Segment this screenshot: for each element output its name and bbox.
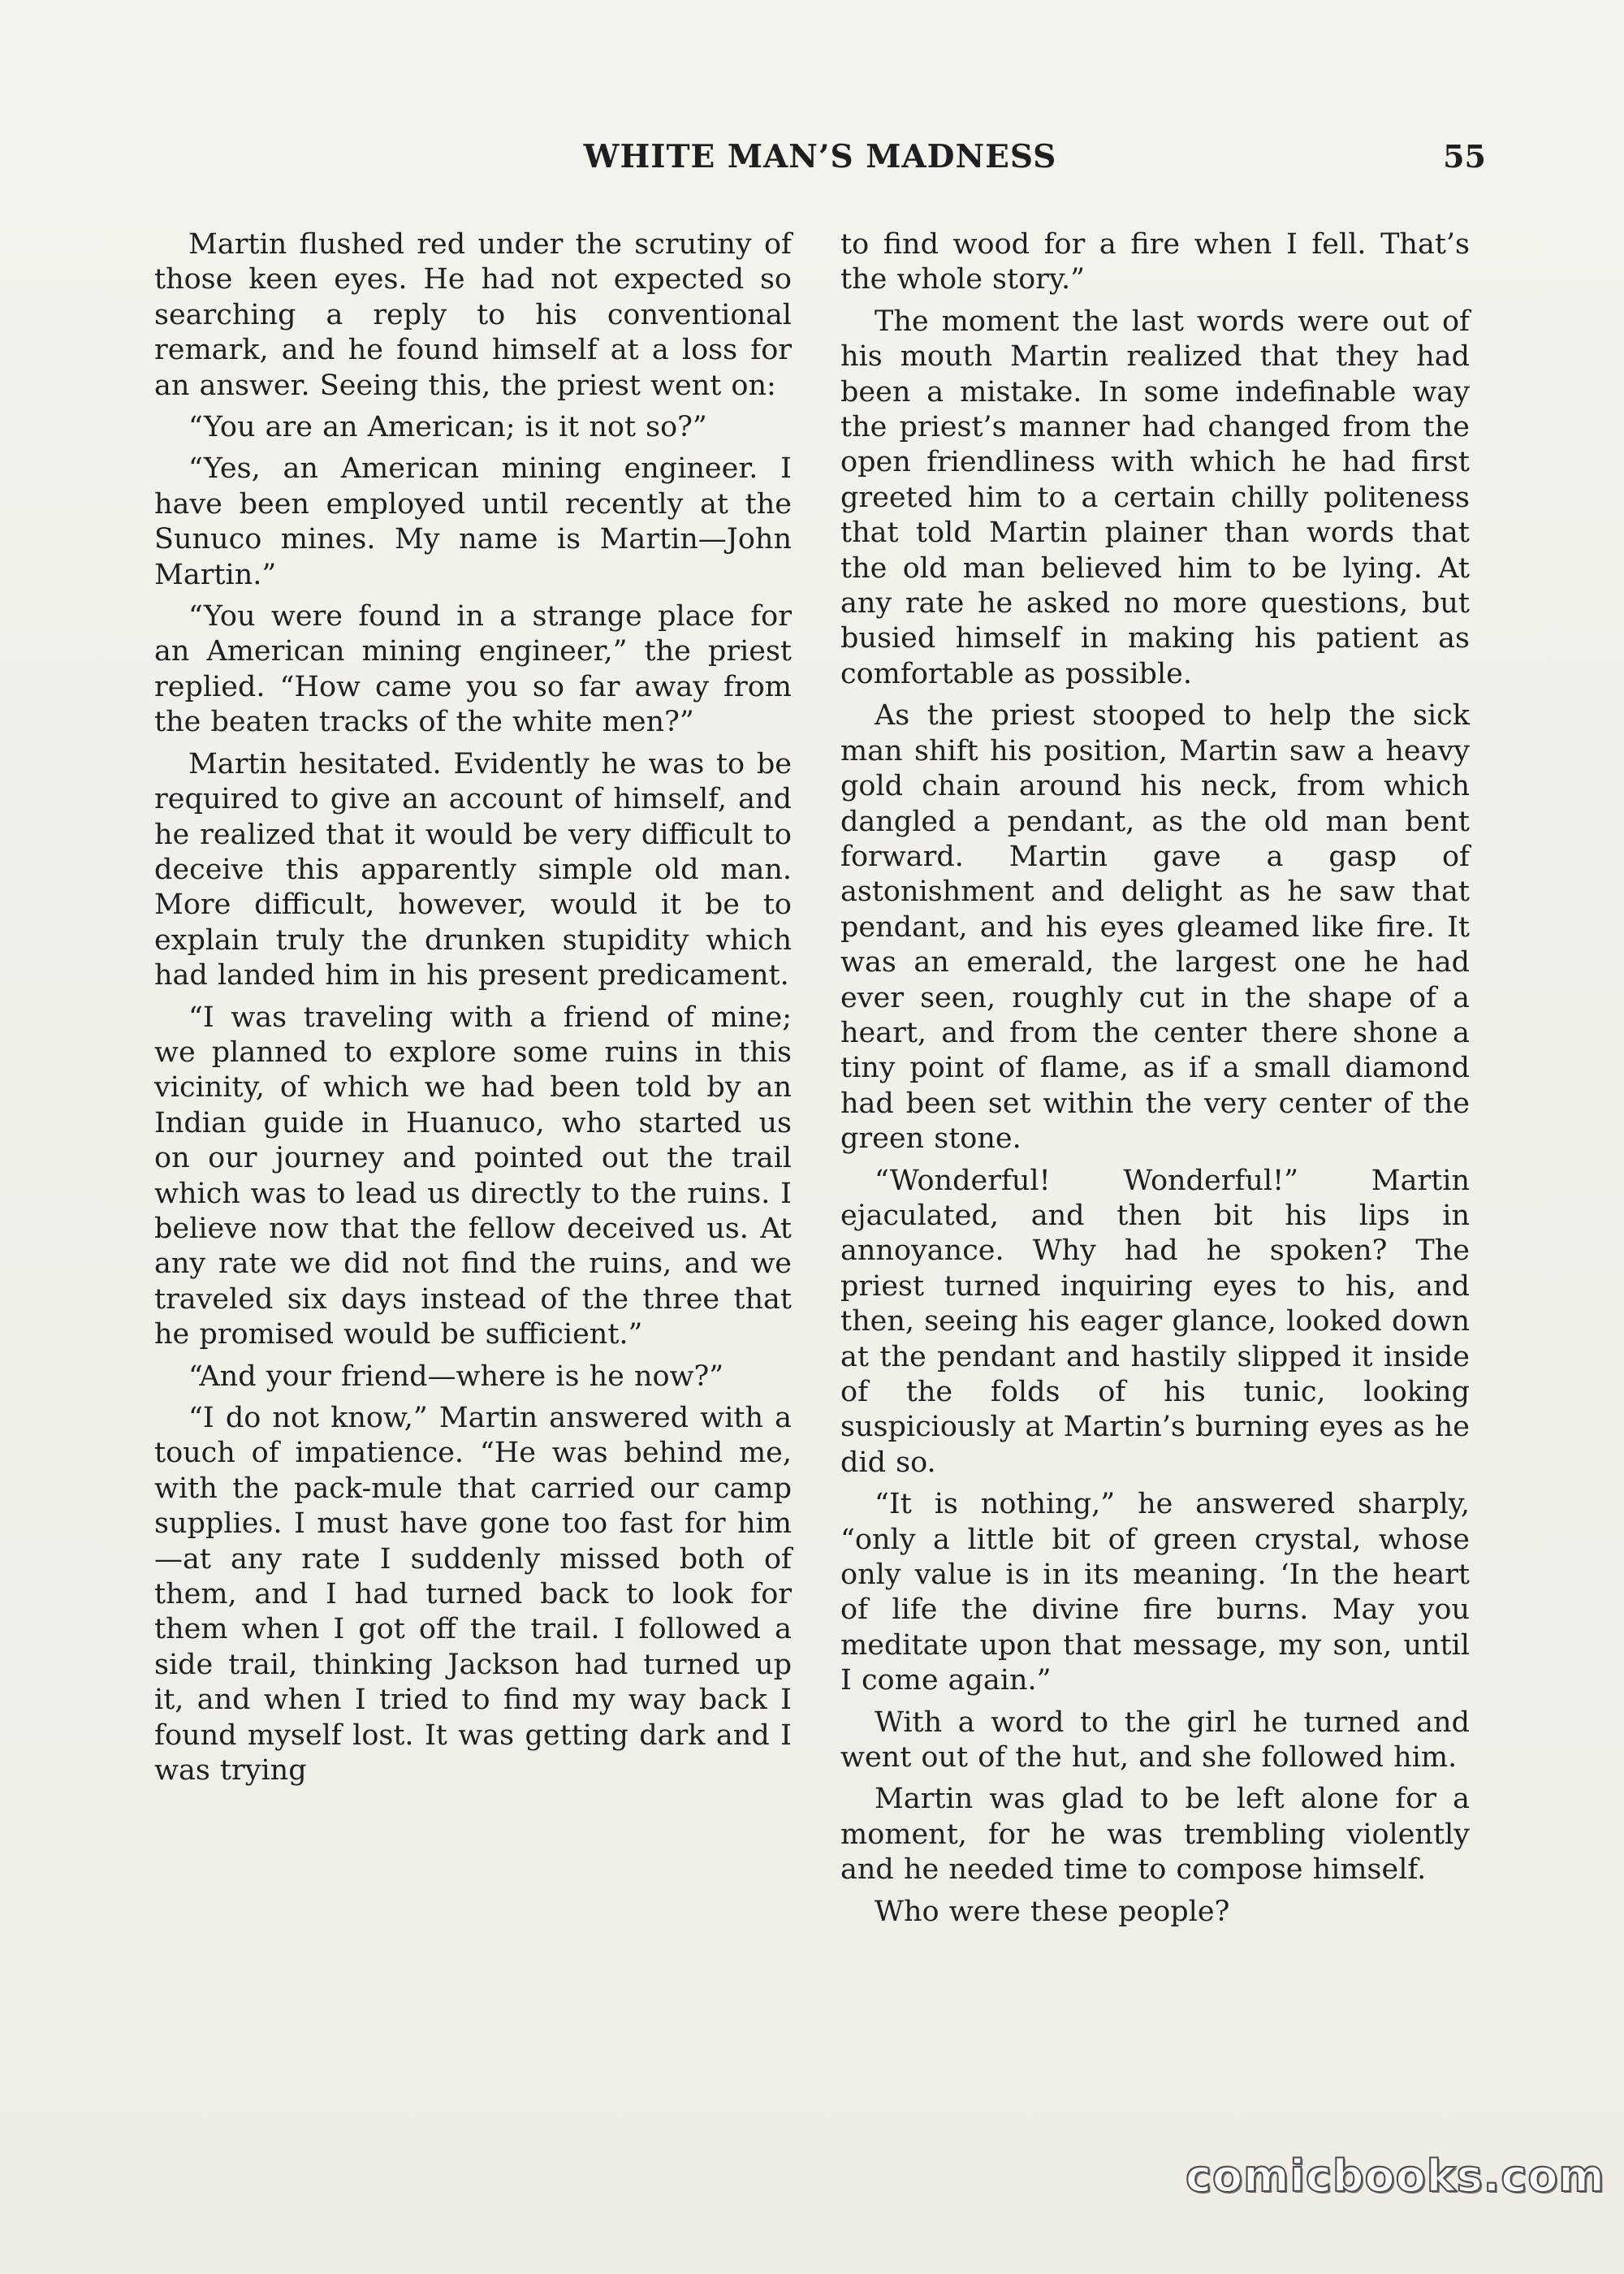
paragraph: “I was traveling with a friend of mine; we planned to explore some ruins in this vicinity, of which we had been told by an Indian guide in Huanuco, who started us on our journey and pointed out the trail which was to lead us directly to the ruins. I believe now that the fellow deceived us. At any rate we did not find the ruins, and we traveled six days instead of the three that he promised would be sufficient.” [154, 1001, 792, 1351]
paragraph: Martin hesitated. Evidently he was to be required to give an account of himself, and he realized that it would be very difficult to deceive this apparently simple old man. More difficult, however, would it be to explain truly the drunken stupidity which had landed him in his present predicament. [154, 747, 792, 992]
paragraph: “You are an American; is it not so?” [188, 411, 707, 444]
right-text-column [840, 227, 1470, 1936]
paragraph: As the priest stooped to help the sick man shift his position, Martin saw a heavy gold chain around his neck, from which dangled a pendant, as the old man bent forward. Martin gave a gasp of astonishment and delight as he saw that pendant, and his eyes gleamed like fire. It was an emerald, the largest one he had ever seen, roughly cut in the shape of a heart, and from the center there shone a tiny point of flame, as if a small diamond had been set within the very center of the green stone. [840, 699, 1470, 1156]
paragraph: “You were found in a strange place for an American mining engineer,” the priest replied. “How came you so far away from the beaten tracks of the white men?” [154, 600, 792, 739]
paragraph: Who were these people? [875, 1895, 1230, 1928]
running-title: WHITE MAN’S MADNESS [583, 138, 1057, 175]
paragraph: Martin was glad to be left alone for a moment, for he was trembling violently and he needed time to compose himself. [840, 1783, 1470, 1887]
paragraph: Martin flushed red under the scrutiny of those keen eyes. He had not expected so searching a reply to his conventional remark, and he found himself at a loss for an answer. Seeing this, the priest went on: [154, 228, 792, 402]
watermark: comicbooks.com [1186, 2151, 1605, 2202]
paragraph: “It is nothing,” he answered sharply, “only a little bit of green crystal, whose only value is in its meaning. ‘In the heart of life the divine fire burns. May you meditate upon that message, my son, until I come again.” [840, 1488, 1470, 1697]
page-header [154, 138, 1486, 187]
page-number: 55 [1443, 138, 1486, 175]
paragraph: “I do not know,” Martin answered with a touch of impatience. “He was behind me, with the pack-mule that carried our camp supplies. I must have gone too fast for him—at any rate I suddenly missed both of them, and I had turned back to look for them when I got off the trail. I followed a side trail, thinking Jackson had turned up it, and when I tried to find my way back I found myself lost. It was getting dark and I was trying [154, 1402, 792, 1788]
paragraph: “Wonderful! Wonderful!” Martin ejaculated, and then bit his lips in annoyance. Why had he spoken? The priest turned inquiring eyes to his, and then, seeing his eager glance, looked down at the pendant and hastily slipped it inside of the folds of his tunic, looking suspiciously at Martin’s burning eyes as he did so. [840, 1164, 1471, 1479]
paragraph: “And your friend—where is he now?” [188, 1360, 724, 1393]
continued-paragraph: to find wood for a fire when I fell. That’s the whole story.” [840, 228, 1470, 296]
left-text-column [154, 227, 792, 1795]
paragraph: The moment the last words were out of his mouth Martin realized that they had been a mistake. In some indefinable way the priest’s manner had changed from the open friendliness with which he had first greeted him to a certain chilly politeness that told Martin plainer than words that the old man believed him to be lying. At any rate he asked no more questions, but busied himself in making his patient as comfortable as possible. [840, 305, 1470, 690]
paragraph: With a word to the girl he turned and went out of the hut, and she followed him. [840, 1706, 1470, 1775]
paragraph: “Yes, an American mining engineer. I have been employed until recently at the Sunuco mines. My name is Martin—John Martin.” [154, 452, 792, 591]
